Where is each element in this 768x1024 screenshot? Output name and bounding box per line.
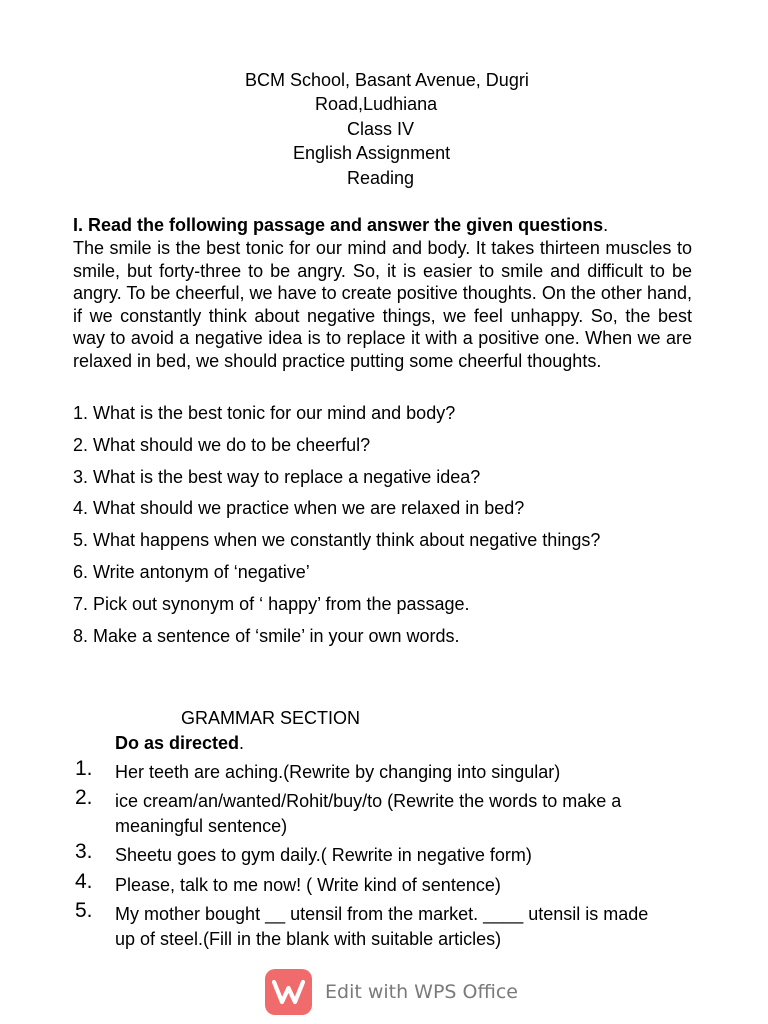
grammar-item-text: ice cream/an/wanted/Rohit/buy/to (Rewrite the words to make a meaningful sentence): [115, 791, 622, 836]
reading-passage: The smile is the best tonic for our mind and body. It takes thirteen muscles to smile, but forty-three to be angry. So, it is easier to smile and difficult to be angry. To be cheerful, we have to create positive thoughts. On the other hand, if we constantly think about negative things, we feel unhappy. So, the best way to avoid a negative idea is to replace it with a positive one. When we are relaxed in bed, we should practice putting some cheerful thoughts.: [73, 238, 692, 371]
section-label: Reading: [347, 167, 415, 188]
grammar-item-number: 3.: [75, 840, 93, 863]
school-address: Road,Ludhiana: [315, 94, 438, 115]
question-item: 4. What should we practice when we are relaxed in bed?: [73, 498, 525, 519]
grammar-item-text: Please, talk to me now! ( Write kind of sentence): [115, 875, 501, 895]
wps-watermark[interactable]: [265, 969, 535, 1015]
question-item: 6. Write antonym of ‘negative’: [73, 561, 310, 582]
wps-watermark-text: Edit with WPS Office: [325, 981, 518, 1003]
school-name: BCM School, Basant Avenue, Dugri: [245, 70, 529, 90]
wps-office-logo-icon: [265, 969, 312, 1015]
grammar-section-title: GRAMMAR SECTION: [181, 708, 361, 728]
document-header: [0, 68, 768, 190]
reading-instruction: I. Read the following passage and answer the given questions.: [73, 215, 609, 235]
grammar-item-number: 4.: [75, 870, 93, 893]
grammar-item-text: Sheetu goes to gym daily.( Rewrite in negative form): [115, 845, 532, 865]
question-item: 7. Pick out synonym of ‘ happy’ from the passage.: [73, 593, 470, 614]
grammar-item-number: 2.: [75, 786, 93, 809]
grammar-item-text: My mother bought __ utensil from the market. ____ utensil is made up of steel.(Fill in the blank with suitable articles): [115, 904, 649, 949]
class-label: Class IV: [347, 118, 415, 139]
question-list: [73, 402, 713, 656]
question-item: 8. Make a sentence of ‘smile’ in your own words.: [73, 625, 460, 646]
grammar-item-text: Her teeth are aching.(Rewrite by changing into singular): [115, 762, 561, 782]
grammar-item-number: 5.: [75, 899, 93, 922]
question-item: 2. What should we do to be cheerful?: [73, 434, 371, 455]
assignment-title: English Assignment: [293, 143, 451, 164]
question-item: 5. What happens when we constantly think about negative things?: [73, 530, 601, 551]
grammar-directive: Do as directed.: [115, 733, 245, 753]
question-item: 1. What is the best tonic for our mind and body?: [73, 403, 456, 423]
question-item: 3. What is the best way to replace a negative idea?: [73, 466, 481, 487]
grammar-item-number: 1.: [75, 757, 93, 780]
